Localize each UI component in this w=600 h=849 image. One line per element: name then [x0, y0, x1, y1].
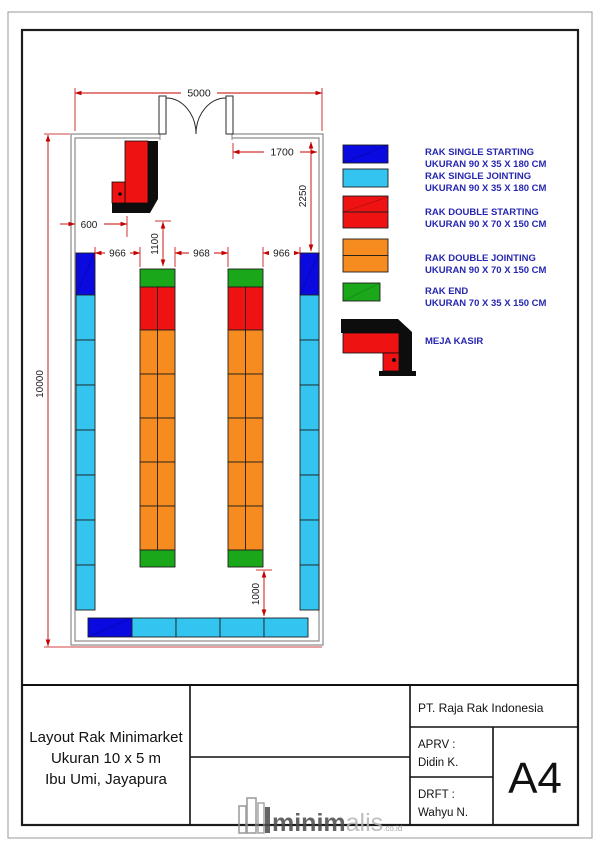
legend-swatch-single-jointing — [343, 169, 388, 187]
legend-label: RAK DOUBLE STARTING — [425, 207, 539, 218]
svg-text:600: 600 — [80, 220, 98, 231]
aprv-label: APRV : — [418, 739, 456, 751]
watermark-brand-bold: minim — [272, 809, 346, 837]
door-leaf-left — [159, 96, 166, 134]
svg-text:2250: 2250 — [298, 184, 309, 208]
aprv-name: Didin K. — [418, 757, 459, 769]
svg-text:minimalis.co.id — [272, 809, 402, 837]
rack-island-rack-2 — [228, 269, 263, 567]
svg-text:966: 966 — [109, 248, 126, 260]
legend-swatch-rak-end — [343, 283, 380, 301]
legend-swatch-single-starting — [343, 145, 388, 163]
legend-label: RAK DOUBLE JOINTING — [425, 253, 536, 264]
legend-label: RAK END — [425, 286, 469, 297]
legend-swatch-double-jointing — [343, 239, 388, 272]
rack-bottom-wall-rack — [88, 618, 308, 637]
svg-text:1700: 1700 — [270, 146, 294, 159]
rack-island-rack-1 — [140, 269, 175, 567]
drft-name: Wahyu N. — [418, 807, 469, 819]
legend-swatch-double-starting — [343, 196, 388, 228]
legend-size: UKURAN 90 X 35 X 180 CM — [425, 159, 547, 170]
legend-label-meja-kasir: MEJA KASIR — [425, 336, 484, 347]
kasir-stool-dot — [118, 192, 122, 196]
watermark-brand-light: alis — [345, 809, 384, 837]
watermark-building-icon — [239, 798, 270, 833]
room-walls — [71, 133, 323, 646]
door-leaf-right — [226, 96, 233, 134]
legend-size: UKURAN 90 X 35 X 180 CM — [425, 183, 547, 194]
rack-left-wall-rack — [76, 253, 95, 610]
legend-size: UKURAN 90 X 70 X 150 CM — [425, 265, 547, 276]
legend-label: RAK SINGLE STARTING — [425, 147, 535, 158]
watermark-brand-suffix: .co.id — [383, 824, 403, 833]
svg-text:968: 968 — [193, 248, 210, 260]
legend-label: RAK SINGLE JOINTING — [425, 171, 532, 182]
entrance-door — [159, 96, 233, 134]
legend-size: UKURAN 90 X 70 X 150 CM — [425, 219, 547, 230]
project-title-line3: Ibu Umi, Jayapura — [45, 771, 167, 788]
project-title-line2: Ukuran 10 x 5 m — [50, 750, 162, 767]
floor-plan — [71, 96, 323, 645]
legend-swatch-meja-kasir — [341, 319, 416, 376]
svg-text:5000: 5000 — [187, 87, 211, 100]
svg-text:1000: 1000 — [251, 582, 262, 606]
door-swing-arc-left — [166, 98, 196, 134]
legend — [341, 145, 547, 376]
dim-room-width — [75, 87, 322, 132]
legend-size: UKURAN 70 X 35 X 150 CM — [425, 298, 547, 309]
title-block — [22, 685, 578, 825]
project-title-line1: Layout Rak Minimarket — [29, 729, 183, 746]
paper-size-label: A4 — [508, 754, 562, 803]
watermark — [239, 798, 402, 837]
door-swing-arc-right — [196, 98, 226, 134]
project-title — [29, 729, 183, 788]
svg-text:10000: 10000 — [35, 370, 46, 398]
svg-text:1100: 1100 — [150, 233, 161, 255]
rack-right-wall-rack — [300, 253, 319, 610]
company-name: PT. Raja Rak Indonesia — [418, 701, 544, 715]
drft-label: DRFT : — [418, 789, 455, 801]
svg-text:966: 966 — [273, 248, 290, 260]
